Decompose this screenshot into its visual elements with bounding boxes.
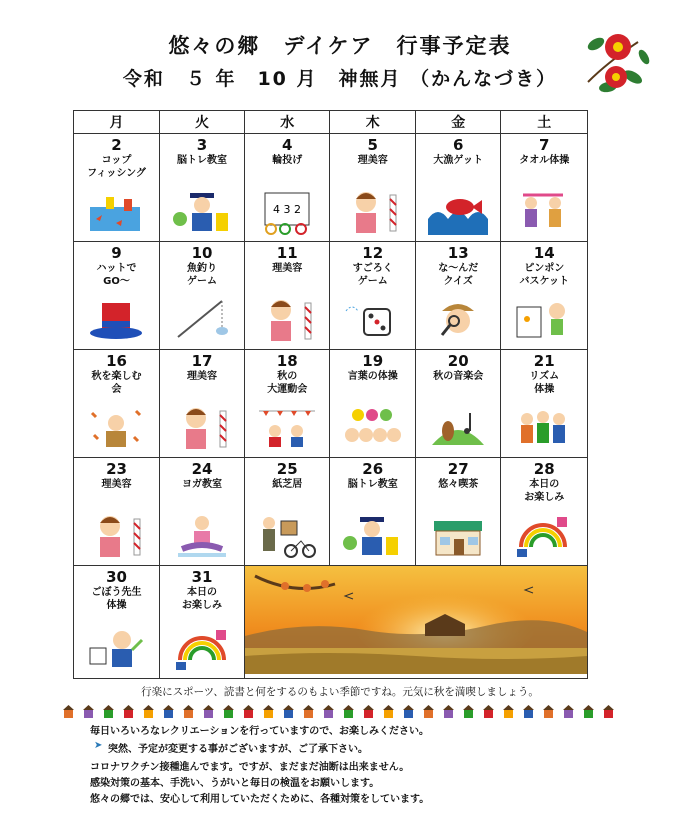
deco-roof-icon	[403, 705, 414, 710]
deco-roof-icon	[83, 705, 94, 710]
deco-roof-icon	[503, 705, 514, 710]
deco-roof-icon	[363, 705, 374, 710]
event-label: 紙芝居	[272, 479, 303, 490]
day-number: 18	[276, 352, 298, 370]
weekday-header-row	[74, 111, 588, 134]
bird-icon: ➤	[94, 740, 103, 751]
footer-line: 悠々の郷では、安心して利用していただくために、各種対策をしています。	[90, 794, 430, 805]
rainbow-gift-icon	[513, 513, 573, 559]
day-number: 24	[191, 460, 213, 478]
weekday-thu: 木	[330, 111, 415, 134]
footer-line: 感染対策の基本、手洗い、うがいと毎日の検温をお願いします。	[90, 778, 380, 789]
footer-line: 毎日いろいろなレクリエーションを行っていますので、お楽しみください。	[90, 726, 429, 737]
deco-house-icon	[264, 710, 273, 718]
deco-roof-icon	[123, 705, 134, 710]
kamishibai-icon	[257, 513, 317, 559]
day-number: 25	[276, 460, 298, 478]
svg-text:4 3 2: 4 3 2	[273, 203, 301, 216]
event-label: 秋を楽しむ 会	[91, 371, 142, 395]
day-cell	[330, 458, 415, 566]
deco-house-icon	[124, 710, 133, 718]
event-label: 理美容	[357, 155, 388, 166]
dice-icon	[342, 297, 402, 343]
deco-roof-icon	[283, 705, 294, 710]
deco-house-icon	[244, 710, 253, 718]
rainbow-gift-icon	[172, 626, 232, 672]
day-number: 28	[533, 460, 555, 478]
day-cell	[501, 134, 588, 242]
day-number: 4	[282, 136, 293, 154]
event-label: 秋の 大運動会	[267, 371, 308, 395]
day-number: 30	[106, 568, 127, 586]
day-cell	[245, 242, 330, 350]
day-number: 23	[106, 460, 127, 478]
day-number: 7	[539, 136, 550, 154]
day-number: 26	[362, 460, 384, 478]
deco-house-icon	[184, 710, 193, 718]
deco-roof-icon	[323, 705, 334, 710]
day-cell	[245, 458, 330, 566]
graduate-icon	[342, 513, 402, 559]
day-cell	[160, 350, 245, 458]
week-row	[74, 134, 588, 242]
ring-toss-icon	[257, 189, 317, 235]
day-number: 5	[367, 136, 378, 154]
event-label: 輪投げ	[272, 155, 303, 166]
autumn-landscape-image	[245, 566, 588, 679]
event-label: 理美容	[272, 263, 303, 274]
footer-notes	[0, 684, 680, 699]
deco-house-icon	[464, 710, 473, 718]
event-label: ごぼう先生 体操	[91, 587, 142, 611]
deco-house-icon	[484, 710, 493, 718]
event-label: タオル体操	[519, 155, 570, 166]
day-number: 12	[362, 244, 384, 262]
autumn-sunset-illustration	[245, 566, 587, 674]
day-cell	[160, 458, 245, 566]
deco-house-icon	[164, 710, 173, 718]
deco-roof-icon	[303, 705, 314, 710]
event-label: ヨガ教室	[182, 479, 222, 490]
deco-roof-icon	[423, 705, 434, 710]
deco-house-icon	[144, 710, 153, 718]
rhythm-exercise-icon	[513, 405, 573, 451]
deco-roof-icon	[523, 705, 534, 710]
day-cell	[415, 458, 500, 566]
footer-line	[94, 740, 368, 755]
day-cell	[74, 134, 160, 242]
fishing-rod-icon	[172, 297, 232, 343]
day-cell	[74, 458, 160, 566]
deco-house-icon	[444, 710, 453, 718]
deco-roof-icon	[143, 705, 154, 710]
deco-house-icon	[84, 710, 93, 718]
deco-roof-icon	[463, 705, 474, 710]
day-cell	[501, 242, 588, 350]
event-label: 大漁ゲット	[433, 155, 484, 166]
event-label: 脳トレ教室	[347, 479, 398, 490]
footer-intro: 行楽にスポーツ、読書と何をするのもよい季節ですね。元気に秋を満喫しましょう。	[141, 686, 539, 698]
day-cell	[74, 242, 160, 350]
day-number: 10	[191, 244, 213, 262]
day-cell	[330, 134, 415, 242]
day-number: 21	[533, 352, 555, 370]
event-label: ピンポン バスケット	[519, 263, 569, 287]
deco-house-icon	[604, 710, 613, 718]
music-icon	[428, 405, 488, 451]
deco-roof-icon	[243, 705, 254, 710]
deco-house-icon	[404, 710, 413, 718]
deco-house-icon	[224, 710, 233, 718]
hairdresser-icon	[342, 189, 402, 235]
event-label: 魚釣り ゲーム	[187, 263, 217, 287]
event-label: 秋の音楽会	[433, 371, 484, 382]
weekday-wed: 水	[245, 111, 330, 134]
camellia-flower-icon	[578, 22, 656, 100]
week-row	[74, 458, 588, 566]
event-label: リズム 体操	[529, 371, 560, 395]
gobo-teacher-icon	[86, 626, 146, 672]
deco-roof-icon	[443, 705, 454, 710]
day-cell	[501, 458, 588, 566]
day-number: 27	[447, 460, 469, 478]
deco-roof-icon	[183, 705, 194, 710]
deco-roof-icon	[223, 705, 234, 710]
deco-house-icon	[304, 710, 313, 718]
deco-roof-icon	[543, 705, 554, 710]
deco-house-icon	[104, 710, 113, 718]
event-label: な～んだ クイズ	[438, 263, 479, 287]
day-cell	[160, 134, 245, 242]
page-title: 悠々の郷 デイケア 行事予定表	[168, 34, 512, 58]
day-number: 14	[533, 244, 555, 262]
week-row	[74, 242, 588, 350]
day-cell	[160, 242, 245, 350]
detective-icon	[428, 297, 488, 343]
event-label: 悠々喫茶	[438, 479, 479, 490]
deco-roof-icon	[383, 705, 394, 710]
hairdresser-icon	[172, 405, 232, 451]
deco-house-icon	[564, 710, 573, 718]
decorative-border-icon	[62, 705, 617, 719]
weekday-fri: 金	[415, 111, 500, 134]
hat-icon	[86, 297, 146, 343]
yoga-icon	[172, 513, 232, 559]
day-cell	[415, 350, 500, 458]
weekday-sat: 土	[501, 111, 588, 134]
day-number: 11	[276, 244, 298, 262]
event-label: コップ フィッシング	[87, 155, 146, 179]
event-label: 言葉の体操	[347, 371, 398, 382]
day-cell	[74, 350, 160, 458]
deco-house-icon	[384, 710, 393, 718]
day-number: 3	[196, 136, 208, 154]
footer-line-text: 突然、予定が変更する事がございますが、ご了承下さい。	[108, 744, 368, 755]
deco-roof-icon	[483, 705, 494, 710]
footer-line: コロナワクチン接種進んでます。ですが、まだまだ油断は出来ません。	[90, 762, 410, 773]
word-exercise-icon	[342, 405, 402, 451]
event-calendar	[73, 110, 588, 679]
week-row	[74, 566, 588, 679]
deco-roof-icon	[163, 705, 174, 710]
deco-roof-icon	[63, 705, 74, 710]
deco-house-icon	[424, 710, 433, 718]
day-number: 19	[362, 352, 384, 370]
deco-roof-icon	[343, 705, 354, 710]
deco-house-icon	[584, 710, 593, 718]
pingpong-icon	[513, 297, 573, 343]
fish-wave-icon	[428, 189, 488, 235]
deco-roof-icon	[263, 705, 274, 710]
event-label: 本日の お楽しみ	[182, 587, 222, 611]
deco-house-icon	[544, 710, 553, 718]
day-number: 16	[106, 352, 127, 370]
day-number: 9	[111, 244, 122, 262]
day-cell	[330, 242, 415, 350]
day-cell	[245, 134, 330, 242]
day-number: 17	[191, 352, 213, 370]
day-cell	[74, 566, 160, 679]
deco-house-icon	[504, 710, 513, 718]
deco-house-icon	[324, 710, 333, 718]
event-label: すごろく ゲーム	[352, 263, 393, 287]
event-label: 理美容	[187, 371, 217, 382]
event-label: 脳トレ教室	[177, 155, 227, 166]
deco-roof-icon	[103, 705, 114, 710]
deco-house-icon	[364, 710, 373, 718]
day-cell	[415, 134, 500, 242]
deco-house-icon	[64, 710, 73, 718]
weekday-mon: 月	[74, 111, 160, 134]
autumn-party-icon	[86, 405, 146, 451]
week-row	[74, 350, 588, 458]
deco-house-icon	[524, 710, 533, 718]
day-number: 2	[111, 136, 122, 154]
cafe-icon	[428, 513, 488, 559]
day-number: 31	[191, 568, 213, 586]
deco-roof-icon	[563, 705, 574, 710]
fishing-cups-icon	[86, 189, 146, 235]
hairdresser-icon	[257, 297, 317, 343]
event-label: ハットで GO～	[96, 263, 137, 287]
deco-roof-icon	[203, 705, 214, 710]
day-cell	[501, 350, 588, 458]
page-subtitle: 令和 ５ 年 10 月 神無月 （かんなづき）	[122, 68, 558, 90]
deco-house-icon	[344, 710, 353, 718]
day-cell	[330, 350, 415, 458]
day-cell	[160, 566, 245, 679]
sports-day-icon	[257, 405, 317, 451]
event-label: 理美容	[101, 479, 132, 490]
day-number: 20	[447, 352, 469, 370]
towel-exercise-icon	[513, 189, 573, 235]
graduate-icon	[172, 189, 232, 235]
deco-house-icon	[204, 710, 213, 718]
day-number: 13	[447, 244, 469, 262]
day-cell	[415, 242, 500, 350]
event-label: 本日の お楽しみ	[524, 479, 565, 503]
deco-house-icon	[284, 710, 293, 718]
deco-roof-icon	[583, 705, 594, 710]
day-number: 6	[452, 136, 464, 154]
day-cell	[245, 350, 330, 458]
deco-roof-icon	[603, 705, 614, 710]
hairdresser-icon	[86, 513, 146, 559]
weekday-tue: 火	[160, 111, 245, 134]
